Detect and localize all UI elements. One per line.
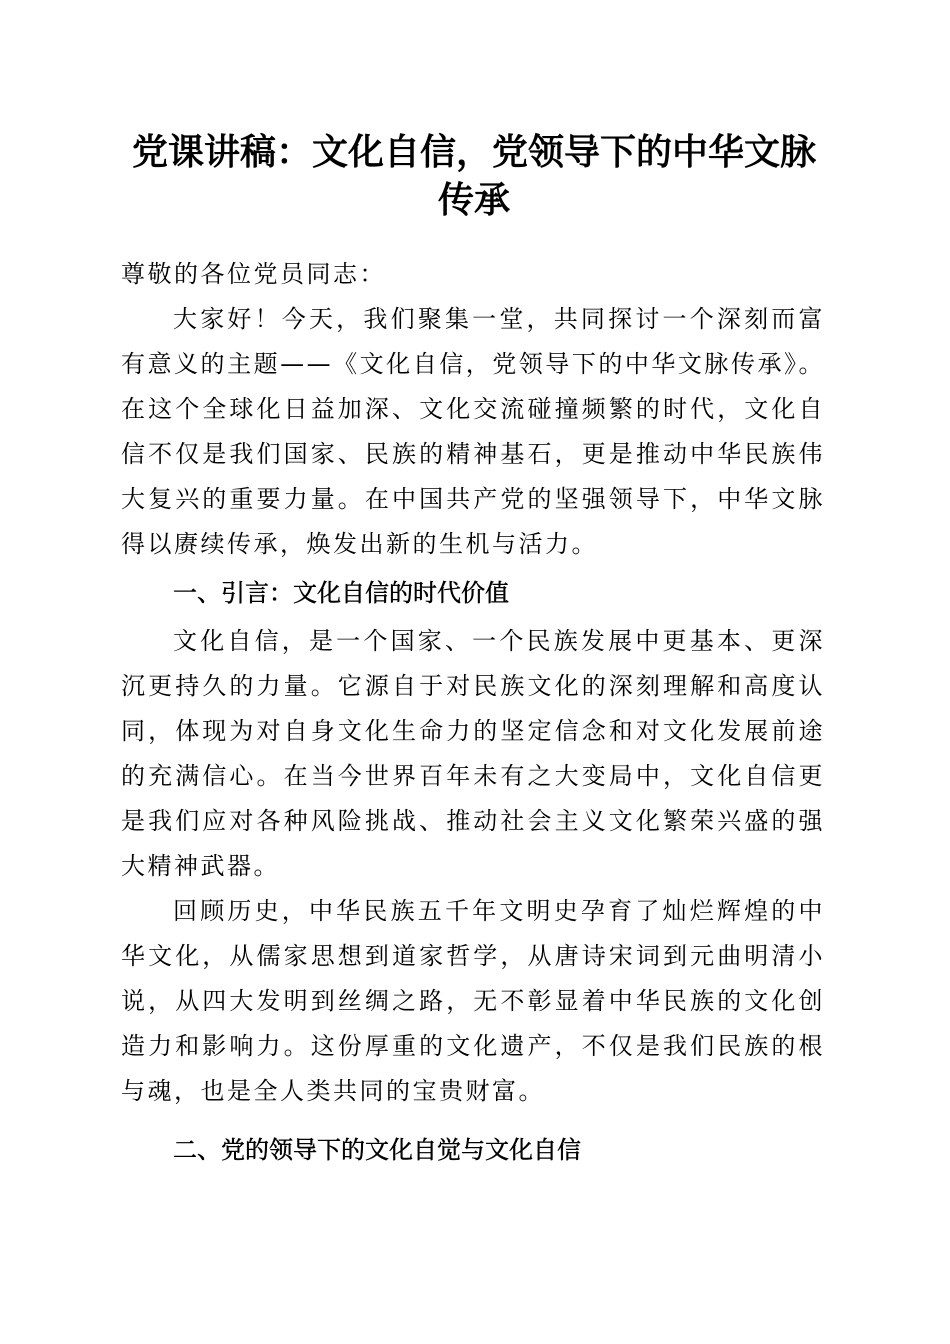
document-body — [121, 252, 825, 1176]
document-title: 党课讲稿：文化自信，党领导下的中华文脉传承 — [131, 131, 816, 221]
paragraph-cultural-confidence: 文化自信，是一个国家、一个民族发展中更基本、更深沉更持久的力量。它源自于对民族文化的深刻理解和高度认同，体现为对自身文化生命力的坚定信念和对文化发展前途的充满信心。在当今世界百年未有之大变局中，文化自信更是我们应对各种风险挑战、推动社会主义文化繁荣兴盛的强大精神武器。 — [121, 627, 825, 880]
section-heading-2: 二、党的领导下的文化自觉与文化自信 — [173, 1136, 581, 1164]
salutation: 尊敬的各位党员同志： — [121, 260, 386, 288]
paragraph-history: 回顾历史，中华民族五千年文明史孕育了灿烂辉煌的中华文化，从儒家思想到道家哲学，从唐诗宋词到元曲明清小说，从四大发明到丝绸之路，无不彰显着中华民族的文化创造力和影响力。这份厚重的文化遗产，不仅是我们民族的根与魂，也是全人类共同的宝贵财富。 — [121, 897, 825, 1105]
paragraph-intro: 大家好！今天，我们聚集一堂，共同探讨一个深刻而富有意义的主题——《文化自信，党领导下的中华文脉传承》。在这个全球化日益加深、文化交流碰撞频繁的时代，文化自信不仅是我们国家、民族的精神基石，更是推动中华民族伟大复兴的重要力量。在中国共产党的坚强领导下，中华文脉得以赓续传承，焕发出新的生机与活力。 — [121, 305, 825, 558]
section-heading-1: 一、引言：文化自信的时代价值 — [173, 579, 509, 607]
